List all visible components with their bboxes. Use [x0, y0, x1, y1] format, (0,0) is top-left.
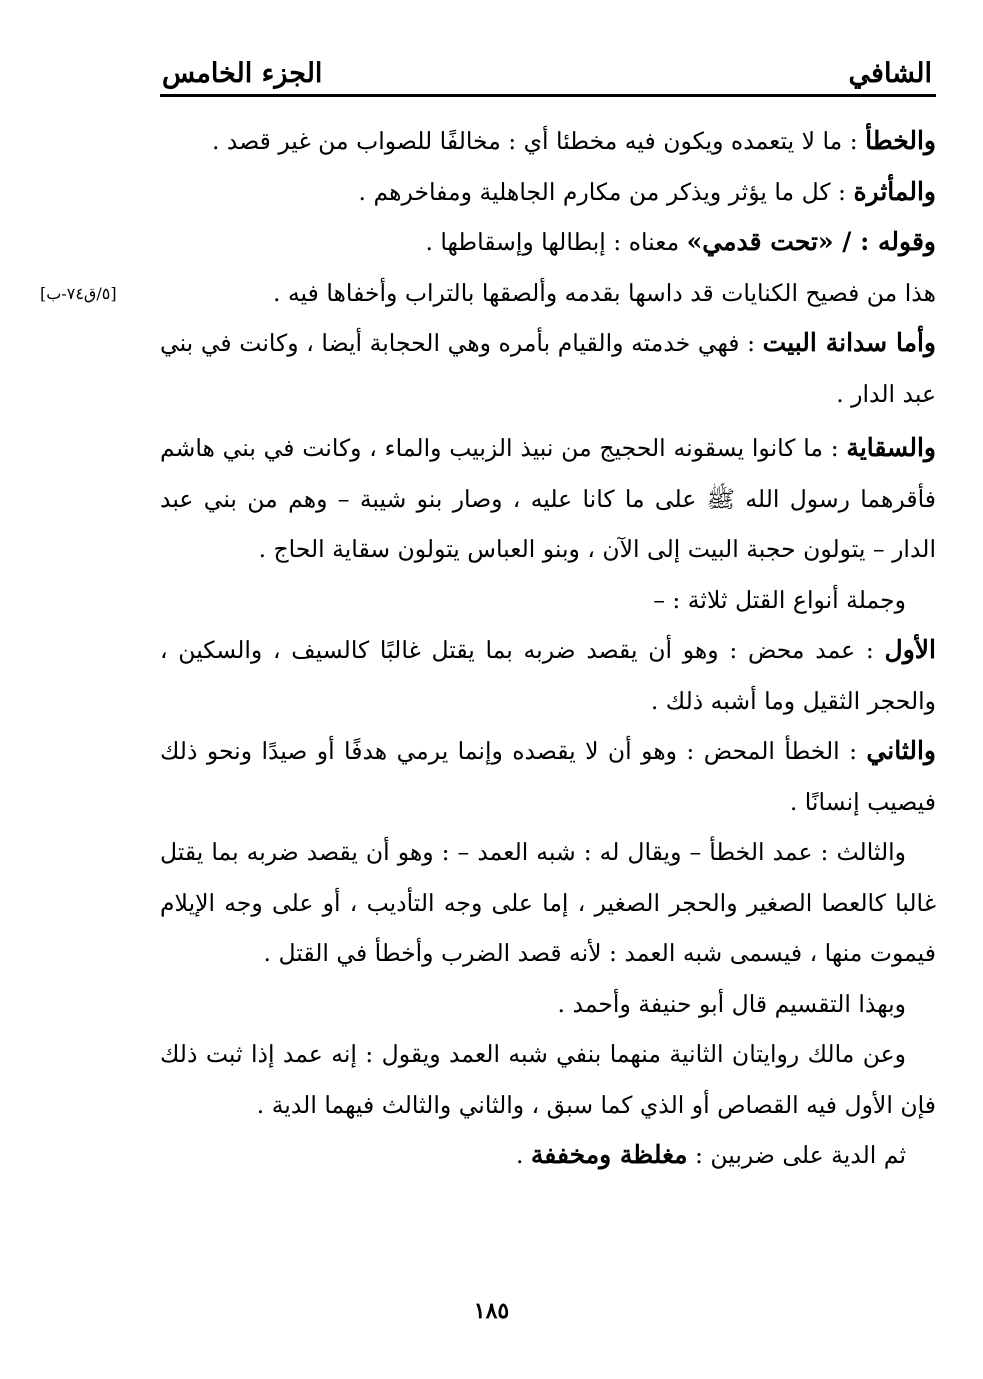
- paragraph-malik: وعن مالك روايتان الثانية منهما بنفي شبه العمد ويقول : إنه عمد إذا ثبت ذلك فإن الأول فيه القصاص أو الذي كما سبق ، والثاني والثالث فيهما الدية .: [160, 1040, 936, 1119]
- defined-term: الأول: [884, 635, 936, 664]
- paragraph-khata: والخطأ : ما لا يتعمده ويكون فيه مخطئا أي : مخالفًا للصواب من غير قصد .: [211, 126, 936, 155]
- paragraph-diya: ثم الدية على ضربين : مغلظة ومخففة .: [515, 1140, 906, 1169]
- defined-term: والمأثرة: [853, 176, 936, 206]
- paragraph-thani: والثاني : الخطأ المحض : وهو أن لا يقصده وإنما يرمي هدفًا أو صيدًا ونحو ذلك فيصيب إنسانًا .: [160, 736, 936, 816]
- defined-term: والخطأ: [865, 126, 936, 155]
- defined-term: وقوله : / «تحت قدمي»: [686, 227, 936, 256]
- defined-term: والثاني: [866, 736, 936, 765]
- paragraph-thalith: والثالث : عمد الخطأ – ويقال له : شبه العمد – : وهو أن يقصد ضربه بما يقتل غالبا كالعصا الصغير والحجر الصغير ، إما على وجه التأديب ، أو على وجه الإيلام فيموت منها ، فيسمى شبه العمد : لأنه قصد الضرب وأخطأ في القتل .: [160, 838, 936, 967]
- book-title: الشافي: [848, 58, 932, 89]
- paragraph-maathura: والمأثرة : كل ما يؤثر ويذكر من مكارم الجاهلية ومفاخرهم .: [358, 176, 936, 206]
- paragraph-awwal: الأول : عمد محض : وهو أن يقصد ضربه بما يقتل غالبًا كالسيف ، والسكين ، والحجر الثقيل وما أشبه ذلك .: [160, 635, 936, 715]
- page-number: ١٨٥: [473, 1298, 510, 1324]
- paragraph-anwa-alqatl: وجملة أنواع القتل ثلاثة : –: [653, 585, 906, 614]
- paragraph-taqsim: وبهذا التقسيم قال أبو حنيفة وأحمد .: [557, 989, 906, 1018]
- defined-term: مغلظة ومخففة: [530, 1140, 688, 1169]
- defined-term: والسقاية: [846, 433, 936, 462]
- paragraph-sidana: وأما سدانة البيت : فهي خدمته والقيام بأمره وهي الحجابة أيضا ، وكانت في بني عبد الدار .: [160, 328, 936, 408]
- running-header: [160, 48, 936, 97]
- defined-term: وأما سدانة البيت: [762, 328, 936, 357]
- manuscript-folio-note: [٥/ق٧٤-ب]: [40, 284, 117, 303]
- part-title: الجزء الخامس: [162, 58, 323, 89]
- paragraph-tahta-qadami: وقوله : / «تحت قدمي» معناه : إبطالها وإسقاطها .: [425, 227, 936, 256]
- main-text: [160, 116, 936, 1181]
- paragraph-siqaya: والسقاية : ما كانوا يسقونه الحجيج من نبيذ الزبيب والماء ، وكانت في بني هاشم فأقرهما رسول الله ﷺ على ما كانا عليه ، وصار بنو شيبة – وهم من بني عبد الدار – يتولون حجبة البيت إلى الآن ، وبنو العباس يتولون سقاية الحاج .: [160, 433, 936, 563]
- paragraph-kinayat: هذا من فصيح الكنايات قد داسها بقدمه وألصقها بالتراب وأخفاها فيه .: [273, 278, 936, 307]
